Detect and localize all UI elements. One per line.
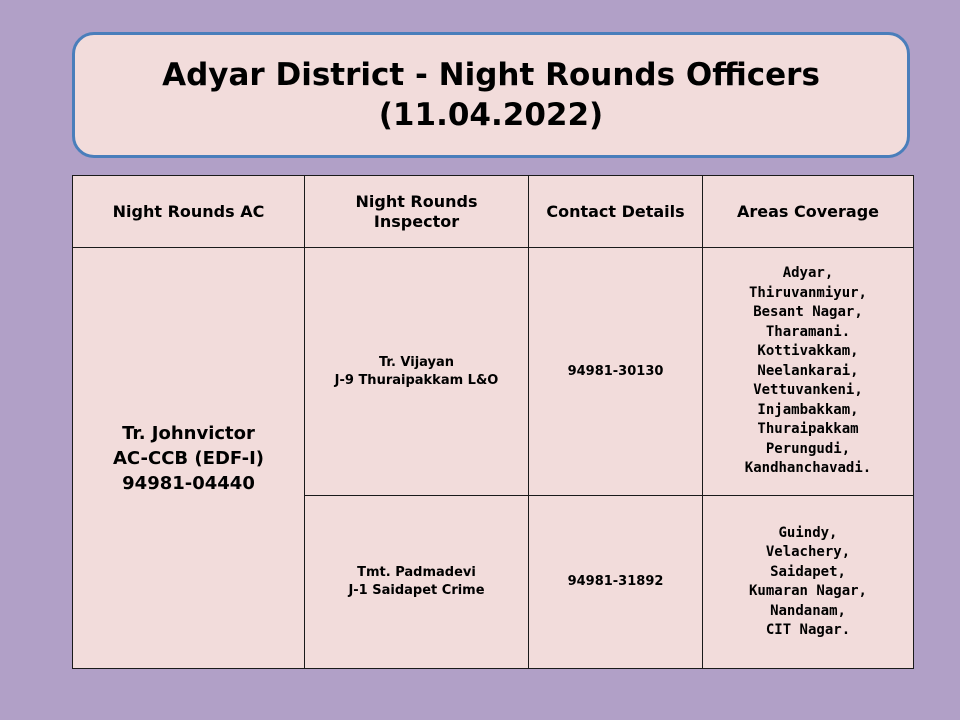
header-contact: Contact Details xyxy=(529,176,703,248)
table-header-row xyxy=(73,176,914,248)
contact-cell: 94981-31892 xyxy=(529,496,703,669)
area-item: Guindy, xyxy=(778,524,838,541)
ac-designation: AC-CCB (EDF-I) xyxy=(112,447,265,469)
inspector-cell xyxy=(305,496,529,669)
area-item: Perungudi, xyxy=(765,440,851,457)
area-item: Kottivakkam, xyxy=(757,343,859,360)
area-item: Thiruvanmiyur, xyxy=(748,284,867,301)
area-item: Injambakkam, xyxy=(757,401,859,418)
area-item: Thuraipakkam xyxy=(757,421,859,438)
ac-name: Tr. Johnvictor xyxy=(122,422,255,444)
page-date: (11.04.2022) xyxy=(378,97,604,133)
contact-cell: 94981-30130 xyxy=(529,248,703,496)
area-item: CIT Nagar. xyxy=(765,622,851,638)
header-ac: Night Rounds AC xyxy=(73,176,305,248)
inspector-name: Tmt. Padmadevi xyxy=(357,565,476,580)
ac-phone: 94981-04440 xyxy=(122,472,255,494)
area-item: Tharamani. xyxy=(765,323,851,340)
inspector-station: J-1 Saidapet Crime xyxy=(348,583,485,598)
inspector-cell xyxy=(305,248,529,496)
area-item: Besant Nagar, xyxy=(753,304,863,321)
header-areas: Areas Coverage xyxy=(703,176,914,248)
area-item: Neelankarai, xyxy=(757,362,859,379)
page-title: Adyar District - Night Rounds Officers xyxy=(162,57,820,93)
table-row xyxy=(73,248,914,496)
areas-cell xyxy=(703,248,914,496)
header-inspector xyxy=(305,176,529,248)
area-item: Saidapet, xyxy=(770,563,846,580)
area-item: Kandhanchavadi. xyxy=(744,460,872,477)
area-item: Velachery, xyxy=(765,544,851,560)
area-item: Adyar, xyxy=(782,265,834,282)
inspector-station: J-9 Thuraipakkam L&O xyxy=(334,372,499,388)
header-inspector-line2: Inspector xyxy=(373,211,460,231)
ac-cell xyxy=(73,248,305,669)
area-item: Vettuvankeni, xyxy=(753,382,863,399)
area-item: Nandanam, xyxy=(770,602,846,619)
night-rounds-table xyxy=(72,175,914,669)
inspector-name: Tr. Vijayan xyxy=(378,354,455,370)
title-box xyxy=(72,32,910,158)
area-item: Kumaran Nagar, xyxy=(748,583,867,599)
header-inspector-line1: Night Rounds xyxy=(355,191,478,211)
areas-cell xyxy=(703,496,914,669)
